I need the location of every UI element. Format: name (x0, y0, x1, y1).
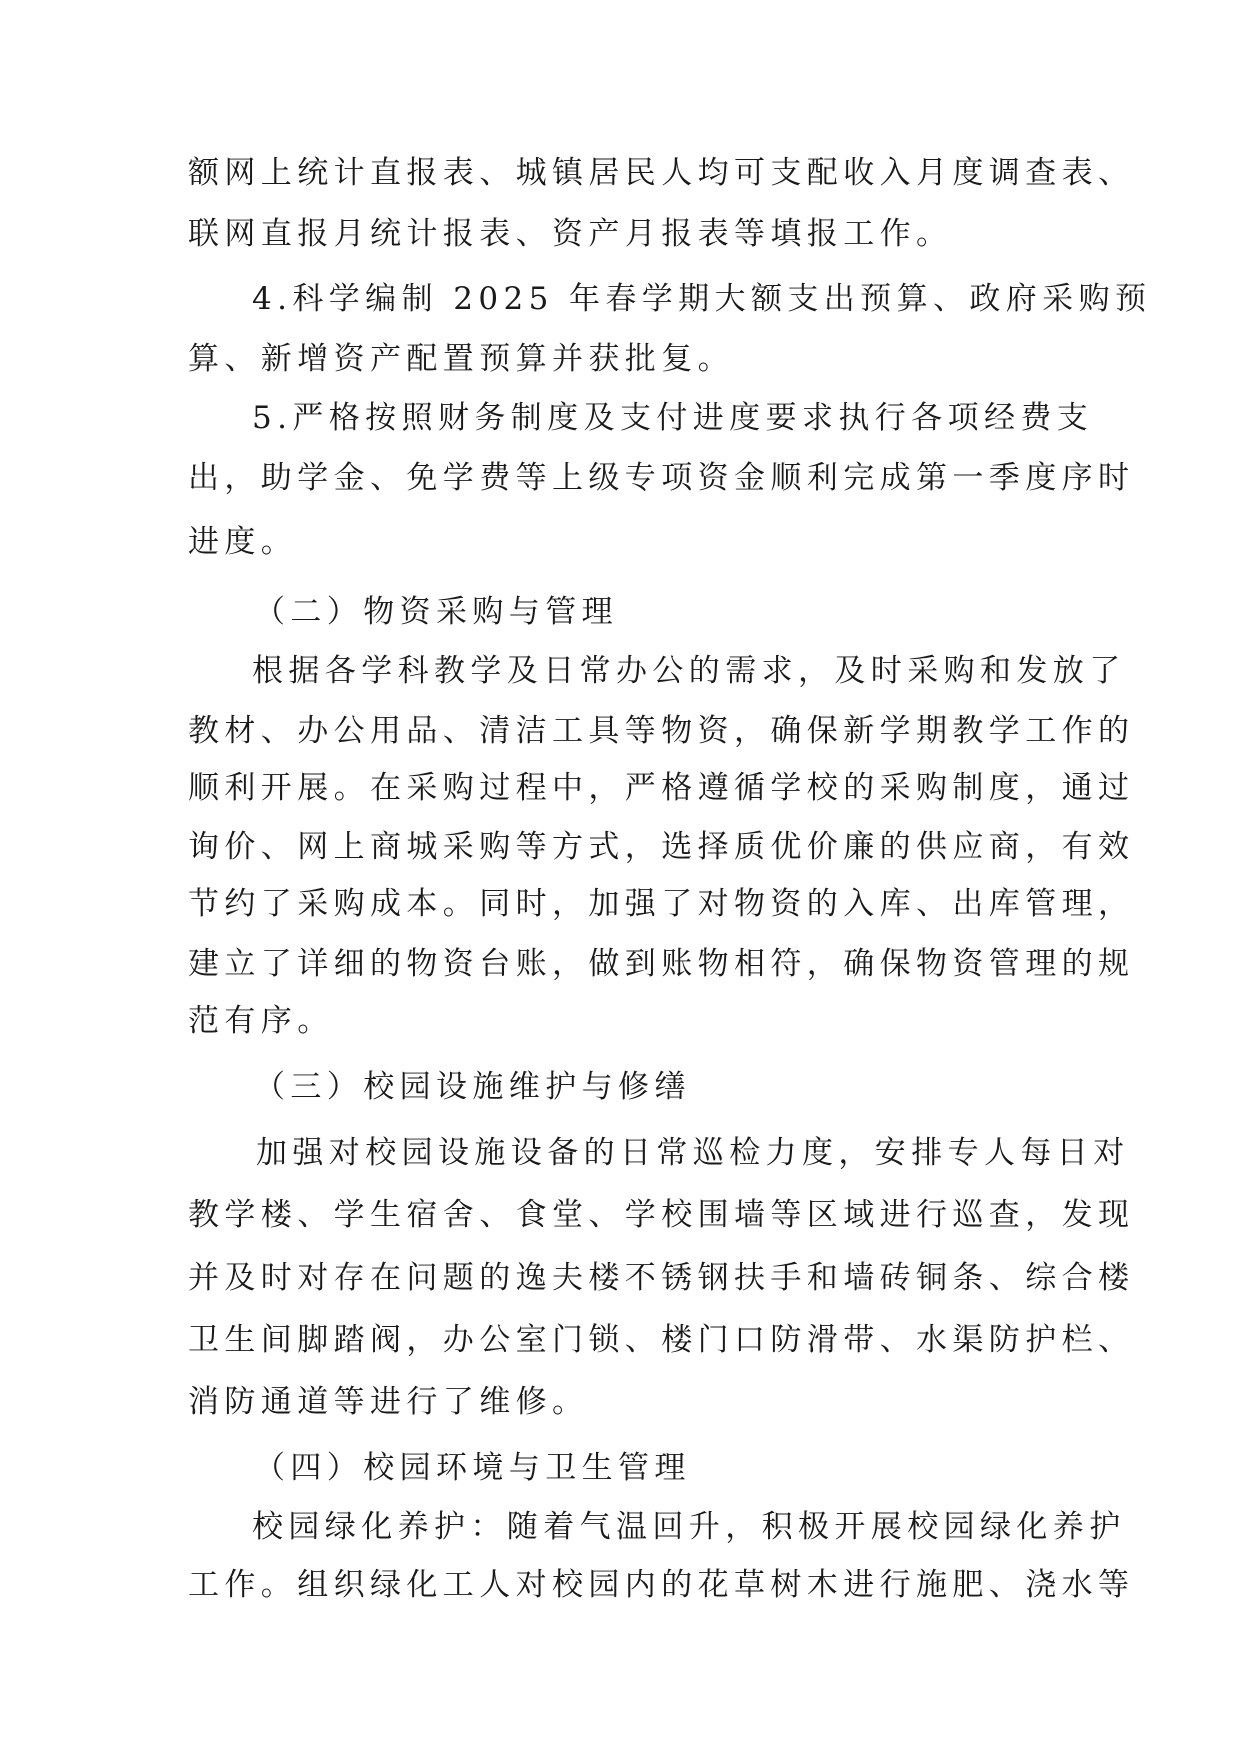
text-line: 教学楼、学生宿舍、食堂、学校围墙等区域进行巡查，发现 (188, 1197, 1135, 1233)
text-line: 联网直报月统计报表、资产月报表等填报工作。 (188, 216, 953, 252)
text-line: 顺利开展。在采购过程中，严格遵循学校的采购制度，通过 (188, 770, 1135, 806)
text-line: 算、新增资产配置预算并获批复。 (188, 341, 734, 377)
list-item-5: 5.严格按照财务制度及支付进度要求执行各项经费支 (252, 400, 1094, 436)
list-item-4: 4.科学编制 2025 年春学期大额支出预算、政府采购预 (252, 281, 1152, 317)
text-line: 范有序。 (188, 1003, 334, 1039)
section-heading-2: （二）物资采购与管理 (254, 594, 618, 630)
section-heading-4: （四）校园环境与卫生管理 (254, 1450, 691, 1486)
text-line: 工作。组织绿化工人对校园内的花草树木进行施肥、浇水等 (188, 1567, 1135, 1603)
text-line: 出，助学金、免学费等上级专项资金顺利完成第一季度序时 (188, 460, 1135, 496)
text-line: 教材、办公用品、清洁工具等物资，确保新学期教学工作的 (188, 713, 1135, 749)
text-line: 卫生间脚踏阀，办公室门锁、楼门口防滑带、水渠防护栏、 (188, 1322, 1135, 1358)
text-line: 并及时对存在问题的逸夫楼不锈钢扶手和墙砖铜条、综合楼 (188, 1260, 1135, 1296)
text-line: 建立了详细的物资台账，做到账物相符，确保物资管理的规 (188, 946, 1135, 982)
paragraph-start: 根据各学科教学及日常办公的需求，及时采购和发放了 (252, 653, 1126, 689)
text-line: 进度。 (188, 524, 298, 560)
paragraph-start: 加强对校园设施设备的日常巡检力度，安排专人每日对 (256, 1135, 1130, 1171)
section-heading-3: （三）校园设施维护与修缮 (254, 1069, 691, 1105)
text-line: 节约了采购成本。同时，加强了对物资的入库、出库管理， (188, 886, 1135, 922)
text-line: 额网上统计直报表、城镇居民人均可支配收入月度调查表、 (188, 155, 1135, 191)
text-line: 消防通道等进行了维修。 (188, 1384, 589, 1420)
paragraph-start: 校园绿化养护：随着气温回升，积极开展校园绿化养护 (252, 1509, 1126, 1545)
text-line: 询价、网上商城采购等方式，选择质优价廉的供应商，有效 (188, 829, 1135, 865)
